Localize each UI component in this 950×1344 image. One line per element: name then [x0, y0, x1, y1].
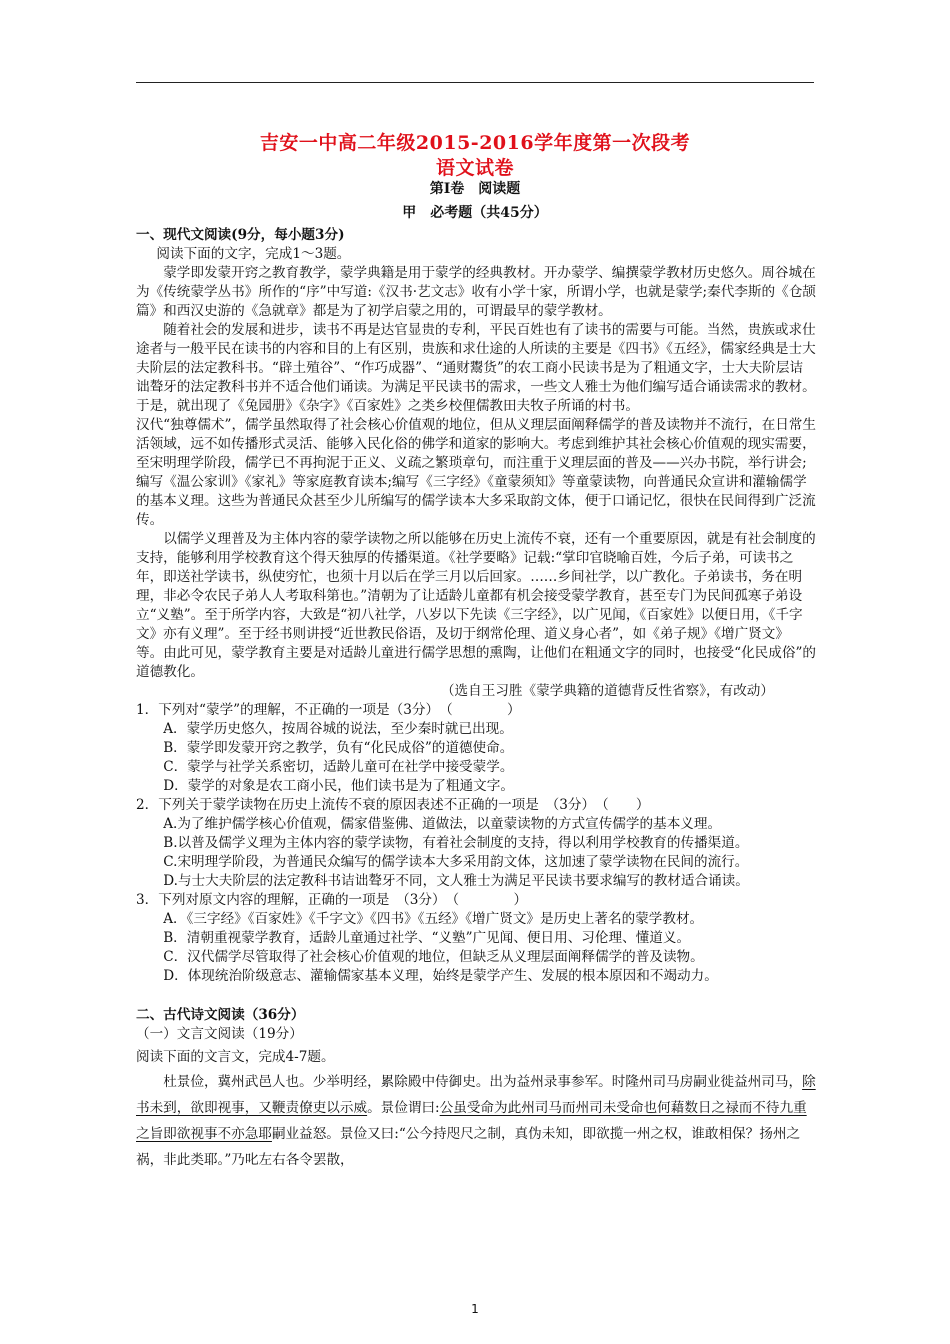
part2-heading: 二、古代诗文阅读（36分） [136, 1007, 305, 1023]
answer-option: A．《三字经》《百家姓》《千字文》《四书》《五经》《增广贤文》是历史上著名的蒙学教材。 [163, 911, 704, 927]
paragraph: 汉代“独尊儒术”，儒学虽然取得了社会核心价值观的地位，但从义理层面阐释儒学的普及读物并不流行，在日常生活领域，远不如传播形式灵活、能够入民化俗的佛学和道家的影响大。考虑到维护其社会核心价值观的现实需要，至宋明理学阶段，儒学已不再拘泥于正义、义疏之繁琐章句，而注重于义理层面的普及——兴办书院，举行讲会;编写《温公家训》《家礼》等家庭教育读本;编写《三字经》《童蒙须知》等童蒙读物，向普通民众宣讲和灌输儒学的基本义理。这些为普通民众甚至少儿所编写的儒学读本大多采取韵文体，便于口诵记忆，很快在民间得到广泛流传。 [136, 417, 816, 528]
page-number: 1 [471, 1302, 479, 1316]
source-citation: （选自王习胜《蒙学典籍的道德背反性省察》，有改动） [440, 683, 774, 699]
answer-option: B.以普及儒学义理为主体内容的蒙学读物，有着社会制度的支持，得以利用学校教育的传播渠道。 [163, 835, 749, 851]
paragraph: 随着社会的发展和进步，读书不再是达官显贵的专利，平民百姓也有了读书的需要与可能。当然，贵族或求仕途者与一般平民在读书的内容和目的上有区别，贵族和求仕途的人所读的主要是《四书》《五经》，儒家经典是士大夫阶层的法定教科书。“辟土殖谷”、“作巧成器”、“通财鬻货”的农工商小民读书是为了粗通文字，士大夫阶层诘诎聱牙的法定教科书并不适合他们诵读。为满足平民读书的需求，一些文人雅士为他们编写适合诵读需求的教材。于是，就出现了《兔园册》《杂字》《百家姓》之类乡校俚儒教田夫牧子所诵的村书。 [136, 322, 816, 414]
exam-body [136, 226, 816, 1173]
question-stem: 2．下列关于蒙学读物在历史上流传不衰的原因表述不正确的一项是 （3分） （ ） [136, 797, 650, 813]
answer-option: B．清朝重视蒙学教育，适龄儿童通过社学、“义塾”广见闻、便日用、习伦理、懂道义。 [163, 930, 691, 946]
answer-option: B．蒙学即发蒙开窍之教学，负有“化民成俗”的道德使命。 [163, 740, 514, 756]
exam-title: 吉安一中高二年级2015-2016学年度第一次段考 [259, 132, 691, 154]
top-rule [136, 82, 814, 83]
answer-option: A．蒙学历史悠久，按周谷城的说法，至少秦时就已出现。 [163, 721, 513, 737]
classical-passage [136, 1069, 816, 1173]
part2-subheading: （一）文言文阅读（19分） [136, 1026, 303, 1042]
passage-text: 。景俭谓曰: [367, 1100, 440, 1116]
underlined-sentence: 除书未到，欲即视事，又鞭责僚吏以示威 [136, 1074, 816, 1116]
question-stem: 1．下列对“蒙学”的理解，不正确的一项是（3分） （ ） [136, 702, 521, 718]
answer-option: A.为了维护儒学核心价值观，儒家借鉴佛、道做法，以童蒙读物的方式宣传儒学的基本义理。 [163, 816, 722, 832]
answer-option: D．蒙学的对象是农工商小民，他们读书是为了粗通文字。 [163, 778, 514, 794]
answer-option: C.宋明理学阶段，为普通民众编写的儒学读本大多采用韵文体，这加速了蒙学读物在民间的流行。 [163, 854, 749, 870]
part1-instruction: 阅读下面的文字，完成1～3题。 [156, 246, 351, 262]
answer-option: C．蒙学与社学关系密切，适龄儿童可在社学中接受蒙学。 [163, 759, 514, 775]
volume-heading: 第Ⅰ卷 阅读题 [429, 181, 521, 197]
answer-option: C．汉代儒学尽管取得了社会核心价值观的地位，但缺乏从义理层面阐释儒学的普及读物。 [163, 949, 704, 965]
exam-subtitle: 语文试卷 [435, 157, 514, 179]
part2-instruction: 阅读下面的文言文，完成4-7题。 [136, 1049, 335, 1065]
paragraph: 以儒学义理普及为主体内容的蒙学读物之所以能够在历史上流传不衰，还有一个重要原因，就是有社会制度的支持，能够利用学校教育这个得天独厚的传播渠道。《社学要略》记载:“掌印官晓喻百姓，今后子弟，可读书之年，即送社学读书，纵使穷忙，也须十月以后在学三月以后回家。……乡间社学，以广教化。子弟读书，务在明理，非必令农民子弟人人考取科第也。”清朝为了让适龄儿童都有机会接受蒙学教育，甚至专门为民间孤寒子弟设立“义塾”。至于所学内容，大致是“初八社学，八岁以下先读《三字经》，以广见闻，《百家姓》以便日用，《千字文》亦有义理”。至于经书则讲授“近世教民俗语，及切于纲常伦理、道义身心者”，如《弟子规》《增广贤文》等。由此可见，蒙学教育主要是对适龄儿童进行儒学思想的熏陶，让他们在粗通文字的同时，也接受“化民成俗”的道德教化。 [136, 531, 816, 680]
part1-heading: 一、现代文阅读(9分，每小题3分) [136, 227, 345, 243]
underlined-sentence: 公虽受命为此州司马而州司未受命也何藉数日之禄而不待九重之旨即欲视事不亦急耶 [136, 1100, 807, 1142]
answer-option: D．体现统治阶级意志、灌输儒家基本义理，始终是蒙学产生、发展的根本原因和不竭动力。 [163, 968, 718, 984]
passage-text: 杜景俭，冀州武邑人也。少举明经，累除殿中侍御史。出为益州录事参军。时隆州司马房嗣业徙益州司马， [163, 1074, 803, 1090]
passage-text: 嗣业益怒。景俭又曰:“公今持咫尺之制，真伪未知，即欲揽一州之权，谁敢相保？扬州之祸，非此类耶。”乃叱左右各令罢散， [136, 1126, 801, 1168]
section-a-heading: 甲 必考题（共45分） [402, 205, 548, 221]
answer-option: D.与士大夫阶层的法定教科书诘诎聱牙不同，文人雅士为满足平民读书要求编写的教材适合诵读。 [163, 873, 749, 889]
paragraph: 蒙学即发蒙开窍之教育教学，蒙学典籍是用于蒙学的经典教材。开办蒙学、编撰蒙学教材历史悠久。周谷城在为《传统蒙学丛书》所作的“序”中写道:《汉书·艺文志》收有小学十家，所谓小学，也就是蒙学;秦代李斯的《仓颉篇》和西汉史游的《急就章》都是为了初学启蒙之用的，可谓最早的蒙学教材。 [136, 265, 816, 319]
question-stem: 3．下列对原文内容的理解，正确的一项是 （3分） （ ） [136, 892, 528, 908]
